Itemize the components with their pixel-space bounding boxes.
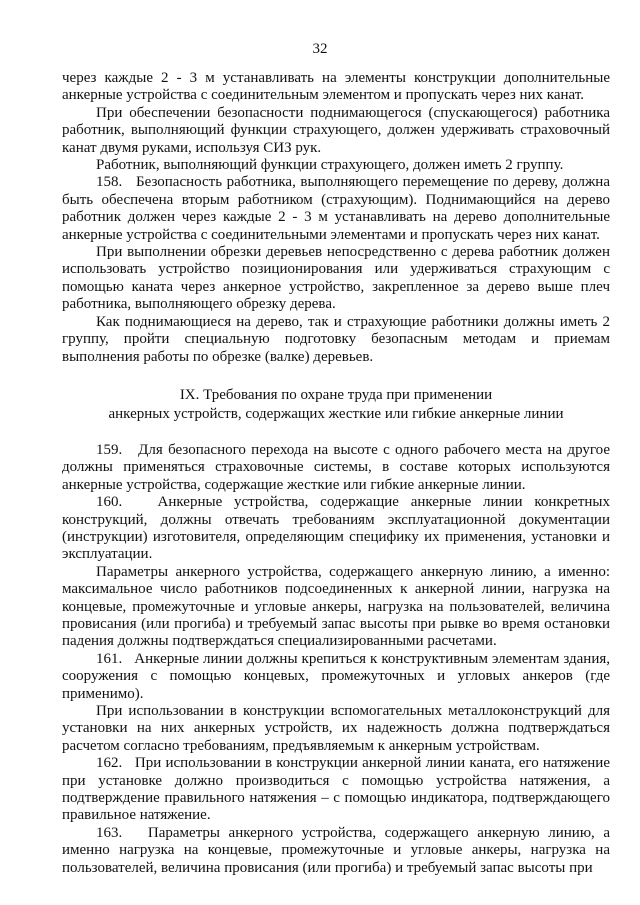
paragraph: При использовании в конструкции вспомогательных металлоконструкций для установки на них анкерных устройств, их надежность должна подтверждаться расчетом согласно требованиям, предъявляемым к анкерным устройствам. [62, 703, 610, 754]
paragraph: При обеспечении безопасности поднимающегося (спускающегося) работника работник, выполняющий функции страхующего, должен удерживать страховочный канат двумя руками, используя СИЗ рук. [62, 104, 610, 156]
paragraph-163: 163. Параметры анкерного устройства, содержащего анкерную линию, а именно нагрузка на концевые, промежуточные и угловые анкеры, нагрузка на пользователей, величина провисания (или прогиба) и требуемый запас высоты при [62, 824, 610, 876]
section-heading-line-1: IX. Требования по охране труда при применении [179, 386, 493, 403]
paragraph-159: 159. Для безопасного перехода на высоте с одного рабочего места на другое должны применяться страховочные системы, в составе которых используются анкерные устройства, содержащие жесткие или гибкие анкерные линии. [62, 441, 610, 493]
paragraph: Параметры анкерного устройства, содержащего анкерную линию, а именно: максимальное число работников подсоединенных к анкерной линии, нагрузка на концевые, промежуточные и угловые анкеры, нагрузка на пользователей, величина провисания (или прогиба) и требуемый запас высоты при рывке во время остановки падения должны подтверждаться специализированными расчетами. [62, 563, 610, 650]
section-heading-line-2: анкерных устройств, содержащих жесткие или гибкие анкерные линии [108, 405, 564, 422]
paragraph-161: 161. Анкерные линии должны крепиться к конструктивным элементам здания, сооружения с помощью концевых, промежуточных и угловых анкеров (где применимо). [62, 650, 610, 702]
paragraph-162: 162. При использовании в конструкции анкерной линии каната, его натяжение при установке должно производиться с помощью устройства натяжения, а подтверждение правильного натяжения – с помощью индикатора, подтверждающего правильное натяжение. [62, 755, 610, 824]
paragraph: Работник, выполняющий функции страхующего, должен иметь 2 группу. [96, 157, 564, 174]
paragraph-continuation: через каждые 2 - 3 м устанавливать на элементы конструкции дополнительные анкерные устройства с соединительным элементом и пропускать через них канат. [62, 70, 610, 104]
section-heading [62, 386, 610, 424]
paragraph-158: 158. Безопасность работника, выполняющего перемещение по дереву, должна быть обеспечена вторым работником (страхующим). Поднимающийся на дерево работник должен через каждые 2 - 3 м устанавливать на дерево дополнительные анкерные устройства с соединительными элементами и пропускать через них канат. [62, 174, 610, 243]
document-body [62, 70, 610, 877]
paragraph: Как поднимающиеся на дерево, так и страхующие работники должны иметь 2 группу, пройти специальную подготовку безопасным методам и приемам выполнения работы по обрезке (валке) деревьев. [62, 313, 610, 365]
paragraph-160: 160. Анкерные устройства, содержащие анкерные линии конкретных конструкций, должны отвечать требованиям эксплуатационной документации (инструкции) изготовителя, определяющим специфику их применения, установки и эксплуатации. [62, 494, 610, 563]
page-number: 32 [312, 41, 328, 57]
paragraph: При выполнении обрезки деревьев непосредственно с дерева работник должен использовать устройство позиционирования или удерживаться страхующим с помощью каната через анкерное устройство, закрепленное за дерево выше плеч работника, выполняющего обрезку дерева. [62, 244, 610, 313]
